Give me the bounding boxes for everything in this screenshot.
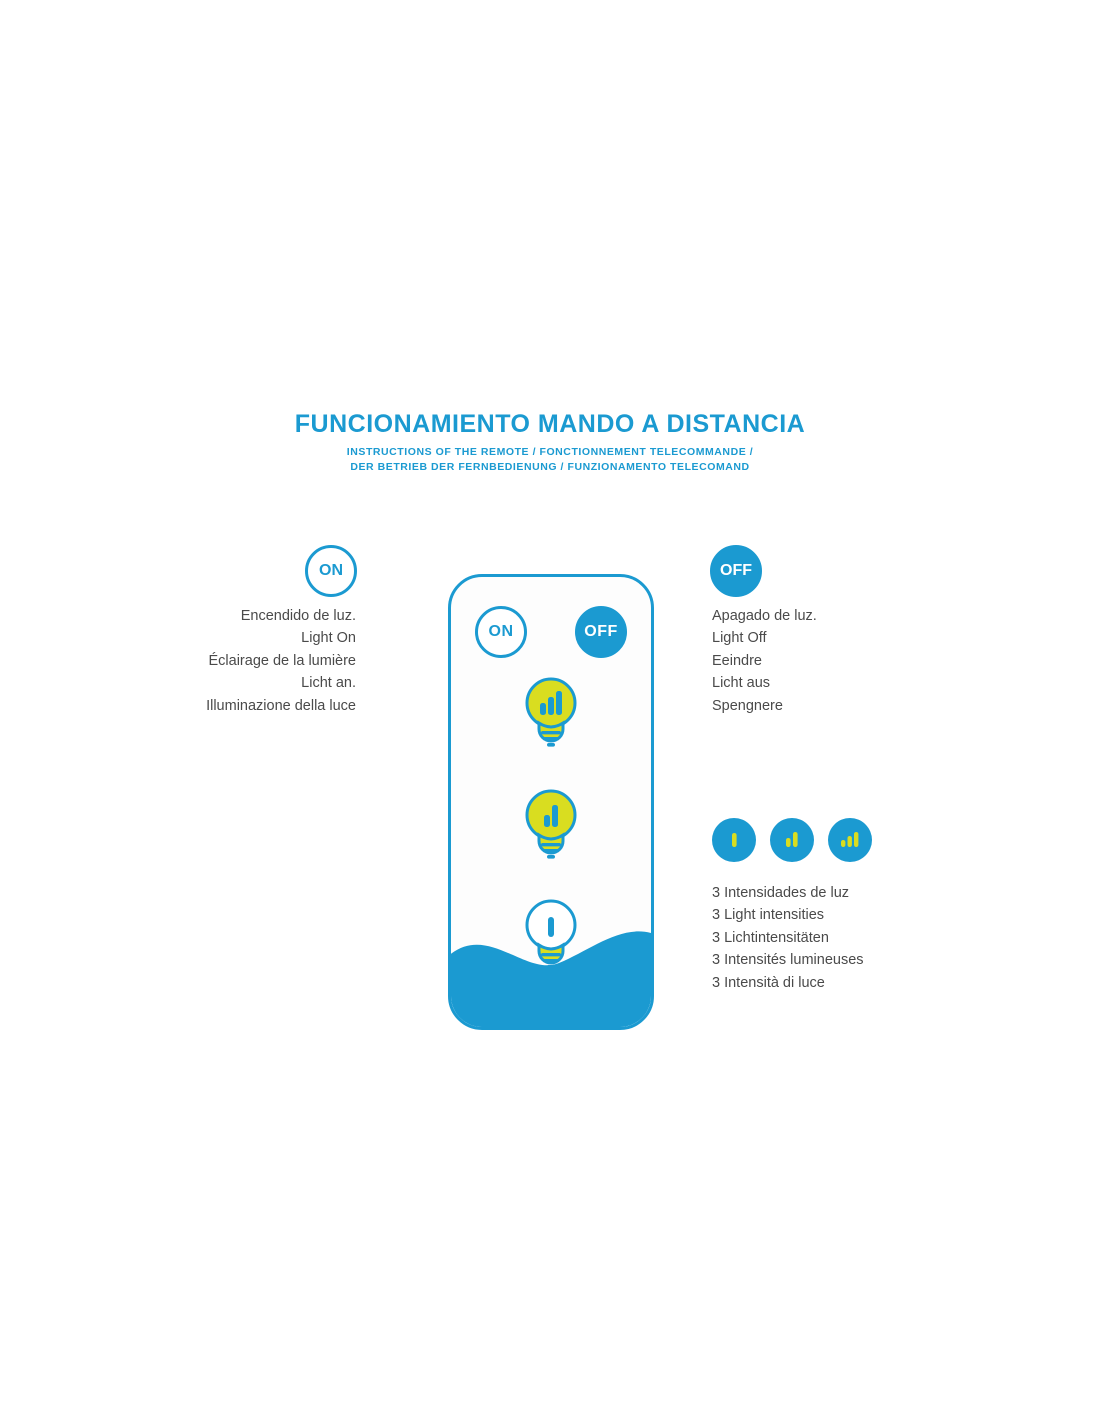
remote-brightness-medium-button[interactable]: [520, 787, 582, 861]
remote-brightness-high-button[interactable]: [520, 675, 582, 749]
legend-off-line-2: Light Off: [712, 630, 767, 647]
legend-on-line-5: Illuminazione della luce: [206, 697, 356, 714]
intensity-line-4: 3 Intensités lumineuses: [712, 952, 864, 969]
legend-off-line-3: Eeindre: [712, 652, 762, 669]
remote-control-illustration: [448, 574, 654, 1030]
legend-off-badge: [710, 545, 762, 597]
remote-on-button-label: ON: [488, 623, 514, 640]
intensity-line-1: 3 Intensidades de luz: [712, 885, 850, 901]
title-subtitle: [0, 445, 1100, 475]
intensity-legend-text: [712, 882, 1042, 994]
light-bulb-low-icon: [520, 897, 582, 971]
intensity-line-2: 3 Light intensities: [712, 907, 825, 924]
light-bulb-high-icon: [520, 675, 582, 749]
intensity-line-5: 3 Intensità di luce: [712, 974, 825, 991]
page-title: [0, 410, 1100, 475]
legend-on-badge: [305, 545, 357, 597]
light-bulb-medium-icon: [520, 787, 582, 861]
intensity-line-3: 3 Lichtintensitäten: [712, 929, 829, 946]
bars-low-icon: [720, 826, 748, 854]
intensity-badge-row: [712, 818, 872, 862]
legend-on-line-3: Éclairage de la lumière: [208, 652, 356, 669]
bars-high-icon: [836, 826, 864, 854]
intensity-badge-low: [712, 818, 756, 862]
title-subtitle-line-1: INSTRUCTIONS OF THE REMOTE / FONCTIONNEMENT TELECOMMANDE /: [346, 446, 754, 458]
intensity-badge-medium: [770, 818, 814, 862]
remote-brightness-low-button[interactable]: [520, 897, 582, 971]
legend-off-badge-label: OFF: [720, 562, 752, 579]
remote-off-button-label: OFF: [584, 623, 618, 640]
title-subtitle-line-2: DER BETRIEB DER FERNBEDIENUNG / FUNZIONAMENTO TELECOMAND: [350, 461, 750, 474]
legend-off-line-1: Apagado de luz.: [712, 608, 817, 624]
bars-medium-icon: [778, 826, 806, 854]
legend-on-line-2: Light On: [301, 630, 356, 647]
legend-off-line-4: Licht aus: [712, 675, 771, 692]
legend-off-text: [712, 605, 1032, 717]
legend-on-badge-label: ON: [319, 562, 343, 579]
legend-off-line-5: Spengnere: [712, 697, 783, 714]
legend-on-line-4: Licht an.: [301, 675, 356, 692]
title-main: FUNCIONAMIENTO MANDO A DISTANCIA: [294, 410, 806, 438]
legend-on-text: [60, 605, 356, 717]
remote-off-button[interactable]: [575, 606, 627, 658]
legend-on-line-1: Encendido de luz.: [240, 608, 356, 624]
intensity-badge-high: [828, 818, 872, 862]
remote-on-button[interactable]: [475, 606, 527, 658]
